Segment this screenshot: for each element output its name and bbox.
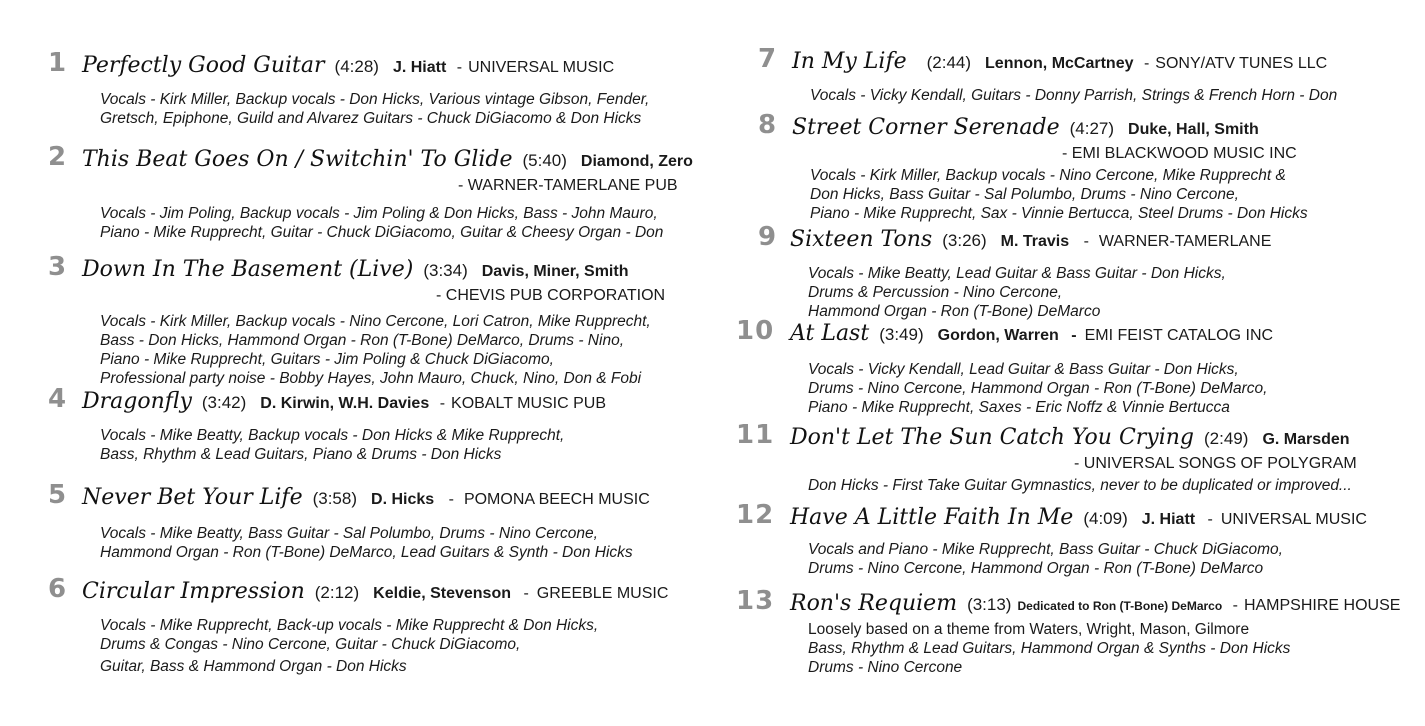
track-composer: Davis, Miner, Smith [481,263,629,280]
track-credits [100,616,668,676]
track-publisher: KOBALT MUSIC PUB [451,395,607,412]
track-publisher: - UNIVERSAL SONGS OF POLYGRAM [1074,455,1357,472]
credit-line: Don Hicks - First Take Guitar Gymnastics, never to be duplicated or improved... [808,477,1352,494]
separator: - [439,395,446,412]
track-number: 4 [48,384,68,414]
track-10 [736,316,1274,417]
credit-line: Don Hicks, Bass Guitar - Sal Polumbo, Drums - Nino Cercone, [810,186,1239,203]
separator: - [1143,55,1150,72]
separator: - [1232,597,1238,614]
track-9 [758,222,1272,321]
track-duration: (3:49) [879,325,924,344]
credit-line: Professional party noise - Bobby Hayes, John Mauro, Chuck, Nino, Don & Fobi [100,370,642,387]
credit-line: Drums & Percussion - Nino Cercone, [808,284,1063,301]
track-number: 13 [736,586,775,616]
track-composer: D. Hicks [371,491,435,508]
credit-line: Piano - Mike Rupprecht, Guitar - Chuck DiGiacomo, Guitar & Cheesy Organ - Don [100,224,664,241]
track-publisher: UNIVERSAL MUSIC [1220,511,1367,528]
track-duration: (2:44) [926,53,972,72]
track-credits [808,264,1271,321]
track-number: 3 [48,252,68,282]
track-credits [808,476,1357,495]
track-composer: J. Hiatt [392,59,447,76]
track-number: 2 [48,142,68,172]
credit-line: Guitar, Bass & Hammond Organ - Don Hicks [100,658,407,675]
track-title: Don't Let The Sun Catch You Crying [790,425,1195,450]
track-number: 1 [48,48,68,78]
track-2 [48,142,693,242]
track-credits [100,90,649,128]
credit-line: Bass, Rhythm & Lead Guitars, Hammond Organ & Synths - Don Hicks [808,640,1291,657]
track-number: 6 [48,574,68,604]
track-credits [808,360,1273,417]
credit-line: Gretsch, Epiphone, Guild and Alvarez Guitars - Chuck DiGiacomo & Don Hicks [100,110,642,127]
track-duration: (4:28) [334,57,379,76]
separator: - [1083,233,1089,250]
credit-line: Vocals - Mike Beatty, Bass Guitar - Sal Polumbo, Drums - Nino Cercone, [100,525,598,542]
track-7 [758,44,1338,105]
track-composer: G. Marsden [1262,431,1350,448]
credit-line: Vocals - Vicky Kendall, Lead Guitar & Bass Guitar - Don Hicks, [808,361,1239,378]
track-title: Down In The Basement (Live) [82,257,414,282]
track-publisher: SONY/ATV TUNES LLC [1155,55,1328,72]
track-6 [48,574,669,676]
track-credits [100,312,665,388]
credit-line: Drums - Nino Cercone, Hammond Organ - Ron (T-Bone) DeMarco, [808,380,1268,397]
track-number: 9 [758,222,778,252]
track-title: Dragonfly [82,389,192,414]
track-8 [758,110,1308,223]
track-1 [48,48,650,128]
credit-line: Bass - Don Hicks, Hammond Organ - Ron (T-Bone) DeMarco, Drums - Nino, [100,332,624,349]
track-publisher: EMI FEIST CATALOG INC [1084,327,1274,344]
credit-line: Vocals - Mike Beatty, Backup vocals - Don Hicks & Mike Rupprecht, [100,427,565,444]
track-duration: (4:09) [1083,509,1128,528]
track-publisher: - CHEVIS PUB CORPORATION [436,287,666,304]
track-title: Have A Little Faith In Me [790,505,1074,530]
separator: - [523,585,529,602]
track-credits [810,166,1308,223]
track-duration: (3:42) [201,393,247,412]
track-11 [736,420,1357,495]
track-publisher: UNIVERSAL MUSIC [468,59,615,76]
track-composer: Lennon, McCartney [985,55,1134,72]
track-publisher: WARNER-TAMERLANE [1098,233,1272,250]
track-duration: (3:34) [423,261,468,280]
credit-line: Vocals - Mike Rupprecht, Back-up vocals - Mike Rupprecht & Don Hicks, [100,617,599,634]
credit-line: Hammond Organ - Ron (T-Bone) DeMarco, Lead Guitars & Synth - Don Hicks [100,544,633,561]
track-composer: Duke, Hall, Smith [1128,121,1259,138]
credit-line: Vocals - Kirk Miller, Backup vocals - Nino Cercone, Mike Rupprecht & [810,167,1286,184]
track-composer: D. Kirwin, W.H. Davies [260,395,430,412]
credit-line: Drums - Nino Cercone [808,659,963,676]
track-duration: (5:40) [522,151,567,170]
track-credits [100,204,693,242]
track-title: Ron's Requiem [790,591,958,616]
track-title: Sixteen Tons [790,227,933,252]
separator: - [456,59,463,76]
track-number: 7 [758,44,778,74]
separator: - [1207,511,1213,528]
credit-line: Vocals - Mike Beatty, Lead Guitar & Bass Guitar - Don Hicks, [808,265,1226,282]
track-publisher: POMONA BEECH MUSIC [463,491,650,508]
credit-line: Bass, Rhythm & Lead Guitars, Piano & Drums - Don Hicks [100,446,502,463]
track-publisher: HAMPSHIRE HOUSE [1243,597,1401,614]
track-publisher: GREEBLE MUSIC [536,585,669,602]
track-number: 12 [736,500,775,530]
track-note: Loosely based on a theme from Waters, Wright, Mason, Gilmore [808,621,1250,638]
track-number: 11 [736,420,775,450]
track-title: Perfectly Good Guitar [82,53,325,78]
track-title: At Last [790,321,870,346]
credit-line: Hammond Organ - Ron (T-Bone) DeMarco [808,303,1101,320]
track-credits [808,540,1367,578]
track-title: In My Life [792,49,907,74]
track-publisher: - EMI BLACKWOOD MUSIC INC [1062,145,1297,162]
track-13 [736,586,1401,677]
track-composer: J. Hiatt [1141,511,1196,528]
credit-line: Drums - Nino Cercone, Hammond Organ - Ron (T-Bone) DeMarco [808,560,1264,577]
track-3 [48,252,666,388]
track-duration: (2:12) [314,583,360,602]
credit-line: Vocals - Vicky Kendall, Guitars - Donny Parrish, Strings & French Horn - Don [810,87,1338,104]
track-publisher: - WARNER-TAMERLANE PUB [458,177,678,194]
separator: - [448,491,454,508]
credit-line: Piano - Mike Rupprecht, Saxes - Eric Noffz & Vinnie Bertucca [808,399,1230,416]
track-duration: (3:13) [967,595,1012,614]
track-composer: Diamond, Zero [580,153,693,170]
track-title: Never Bet Your Life [82,485,303,510]
track-composer: Keldie, Stevenson [373,585,511,602]
credit-line: Piano - Mike Rupprecht, Guitars - Jim Poling & Chuck DiGiacomo, [100,351,554,368]
track-credits [808,620,1400,677]
track-duration: (2:49) [1204,429,1249,448]
track-credits [810,86,1337,105]
track-title: Circular Impression [82,579,305,604]
credit-line: Vocals and Piano - Mike Rupprecht, Bass Guitar - Chuck DiGiacomo, [808,541,1283,558]
credit-line: Vocals - Jim Poling, Backup vocals - Jim Poling & Don Hicks, Bass - John Mauro, [100,205,658,222]
credit-line: Vocals - Kirk Miller, Backup vocals - Don Hicks, Various vintage Gibson, Fender, [100,91,650,108]
track-credits [100,524,650,562]
track-5 [48,480,650,562]
track-title: Street Corner Serenade [792,115,1060,140]
track-4 [48,384,607,464]
separator: - [1071,327,1077,344]
track-credits [100,426,606,464]
credit-line: Piano - Mike Rupprecht, Sax - Vinnie Bertucca, Steel Drums - Don Hicks [810,205,1308,222]
track-composer: Gordon, Warren [937,327,1059,344]
credit-line: Drums & Congas - Nino Cercone, Guitar - Chuck DiGiacomo, [100,636,521,653]
track-number: 5 [48,480,68,510]
track-duration: (3:26) [942,231,987,250]
track-12 [736,500,1367,578]
track-title: This Beat Goes On / Switchin' To Glide [82,147,513,172]
track-number: 8 [758,110,778,140]
track-number: 10 [736,316,775,346]
track-duration: (4:27) [1069,119,1115,138]
credit-line: Vocals - Kirk Miller, Backup vocals - Nino Cercone, Lori Catron, Mike Rupprecht, [100,313,651,330]
track-dedication: Dedicated to Ron (T-Bone) DeMarco [1017,599,1223,613]
track-composer: M. Travis [1000,233,1070,250]
track-duration: (3:58) [312,489,358,508]
